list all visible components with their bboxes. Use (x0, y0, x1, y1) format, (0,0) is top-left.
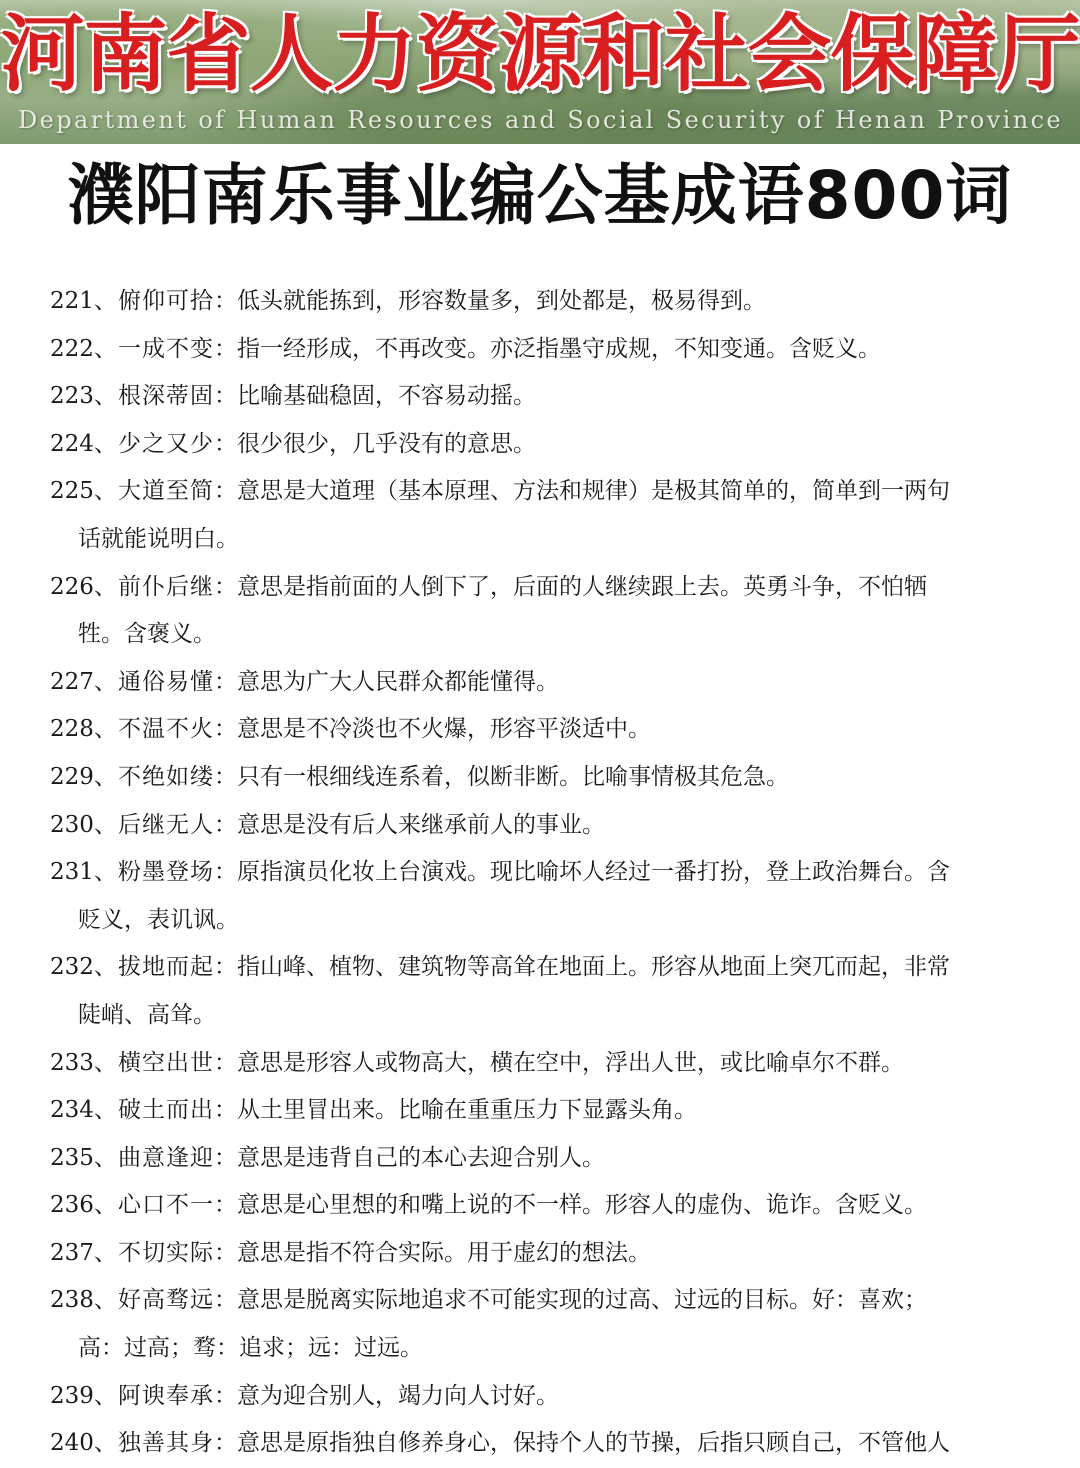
entry-idiom: 不温不火 (118, 716, 214, 743)
entry-idiom: 独善其身 (118, 1430, 214, 1457)
entry-definition: ：从土里冒出来。比喻在重重压力下显露头角。 (214, 1097, 697, 1124)
list-item (0, 373, 1080, 421)
entry-definition: ：意思是违背自己的本心去迎合别人。 (214, 1144, 605, 1171)
entry-number: 240、 (50, 1430, 117, 1457)
list-item (0, 564, 1080, 659)
entry-number: 227、 (50, 668, 117, 695)
entry-definition: ：原指演员化妆上台演戏。现比喻坏人经过一番打扮，登上政治舞台。含 (214, 859, 950, 886)
list-item (0, 1420, 1080, 1468)
entry-definition-continued: 陡峭、高耸。 (78, 1001, 216, 1028)
entry-idiom: 不绝如缕 (118, 763, 214, 790)
entry-definition-continued: 贬义，表讥讽。 (78, 906, 239, 933)
entry-idiom: 大道至简 (118, 478, 214, 505)
header-banner (0, 0, 1080, 144)
list-item (0, 1182, 1080, 1230)
entry-number: 225、 (50, 478, 117, 505)
entry-number: 239、 (50, 1382, 117, 1409)
list-item (0, 1040, 1080, 1088)
entry-idiom: 前仆后继 (118, 573, 214, 600)
list-item (0, 706, 1080, 754)
list-item (0, 1277, 1080, 1372)
entry-number: 231、 (50, 859, 117, 886)
entry-number: 226、 (50, 573, 117, 600)
entry-definition-continued: 话就能说明白。 (78, 525, 239, 552)
entry-definition: ：意为迎合别人，竭力向人讨好。 (214, 1382, 559, 1409)
entry-number: 232、 (50, 954, 117, 981)
entry-idiom: 粉墨登场 (118, 859, 214, 886)
entry-idiom: 阿谀奉承 (118, 1382, 214, 1409)
entry-definition: ：意思是大道理（基本原理、方法和规律）是极其简单的，简单到一两句 (214, 478, 950, 505)
entry-number: 233、 (50, 1049, 117, 1076)
banner-subtitle: Department of Human Resources and Social Security of Henan Province (18, 106, 1064, 134)
entry-idiom: 后继无人 (118, 811, 214, 838)
entry-idiom: 通俗易懂 (118, 668, 214, 695)
entry-number: 223、 (50, 383, 117, 410)
entry-number: 234、 (50, 1097, 117, 1124)
list-item (0, 1373, 1080, 1421)
list-item (0, 1087, 1080, 1135)
entry-definition: ：指一经形成，不再改变。亦泛指墨守成规，不知变通。含贬义。 (214, 335, 881, 362)
entry-idiom: 拔地而起 (118, 954, 214, 981)
list-item (0, 1135, 1080, 1183)
entry-definition-continued: 高：过高；骛：追求；远：过远。 (78, 1335, 423, 1362)
entry-definition: ：意思是指不符合实际。用于虚幻的想法。 (214, 1239, 651, 1266)
entry-number: 228、 (50, 716, 117, 743)
entry-idiom: 根深蒂固 (118, 383, 214, 410)
list-item (0, 1230, 1080, 1278)
entry-number: 230、 (50, 811, 117, 838)
entry-definition: ：意思是没有后人来继承前人的事业。 (214, 811, 605, 838)
entry-idiom: 心口不一 (118, 1192, 214, 1219)
entry-idiom: 好高骛远 (118, 1287, 214, 1314)
entry-number: 237、 (50, 1239, 117, 1266)
entry-definition: ：意思是形容人或物高大，横在空中，浮出人世，或比喻卓尔不群。 (214, 1049, 904, 1076)
entry-definition: ：意思是不冷淡也不火爆，形容平淡适中。 (214, 716, 651, 743)
entry-idiom: 一成不变 (118, 335, 214, 362)
list-item (0, 754, 1080, 802)
entry-idiom: 横空出世 (118, 1049, 214, 1076)
entry-number: 222、 (50, 335, 117, 362)
entry-definition: ：只有一根细线连系着，似断非断。比喻事情极其危急。 (214, 763, 789, 790)
entry-definition: ：意思是心里想的和嘴上说的不一样。形容人的虚伪、诡诈。含贬义。 (214, 1192, 927, 1219)
idiom-list (0, 278, 1080, 1468)
entry-definition: ：指山峰、植物、建筑物等高耸在地面上。形容从地面上突兀而起，非常 (214, 954, 950, 981)
entry-definition: ：比喻基础稳固，不容易动摇。 (214, 383, 536, 410)
entry-definition: ：意思是指前面的人倒下了，后面的人继续跟上去。英勇斗争，不怕牺 (214, 573, 927, 600)
entry-number: 221、 (50, 288, 117, 314)
entry-idiom: 不切实际 (118, 1239, 214, 1266)
entry-number: 235、 (50, 1144, 117, 1171)
list-item (0, 849, 1080, 944)
entry-number: 238、 (50, 1287, 117, 1314)
entry-definition-continued: 牲。含褒义。 (78, 621, 216, 648)
page-title: 濮阳南乐事业编公基成语800词 (67, 157, 1013, 234)
entry-definition: ：意思是原指独自修养身心，保持个人的节操，后指只顾自己，不管他人 (214, 1430, 950, 1457)
entry-idiom: 少之又少 (118, 430, 214, 457)
entry-idiom: 俯仰可拾 (118, 288, 214, 314)
banner-title: 河南省人力资源和社会保障厅 (0, 5, 1080, 103)
entry-idiom: 曲意逢迎 (118, 1144, 214, 1171)
entry-definition: ：低头就能拣到，形容数量多，到处都是，极易得到。 (214, 288, 766, 314)
list-item (0, 326, 1080, 374)
list-item (0, 944, 1080, 1039)
entry-definition: ：意思是脱离实际地追求不可能实现的过高、过远的目标。好：喜欢； (214, 1287, 927, 1314)
entry-number: 236、 (50, 1192, 117, 1219)
list-item (0, 659, 1080, 707)
entry-number: 224、 (50, 430, 117, 457)
list-item (0, 802, 1080, 850)
entry-idiom: 破土而出 (118, 1097, 214, 1124)
list-item (0, 278, 1080, 326)
entry-definition: ：很少很少，几乎没有的意思。 (214, 430, 536, 457)
entry-definition: ：意思为广大人民群众都能懂得。 (214, 668, 559, 695)
entry-number: 229、 (50, 763, 117, 790)
list-item (0, 468, 1080, 563)
list-item (0, 421, 1080, 469)
